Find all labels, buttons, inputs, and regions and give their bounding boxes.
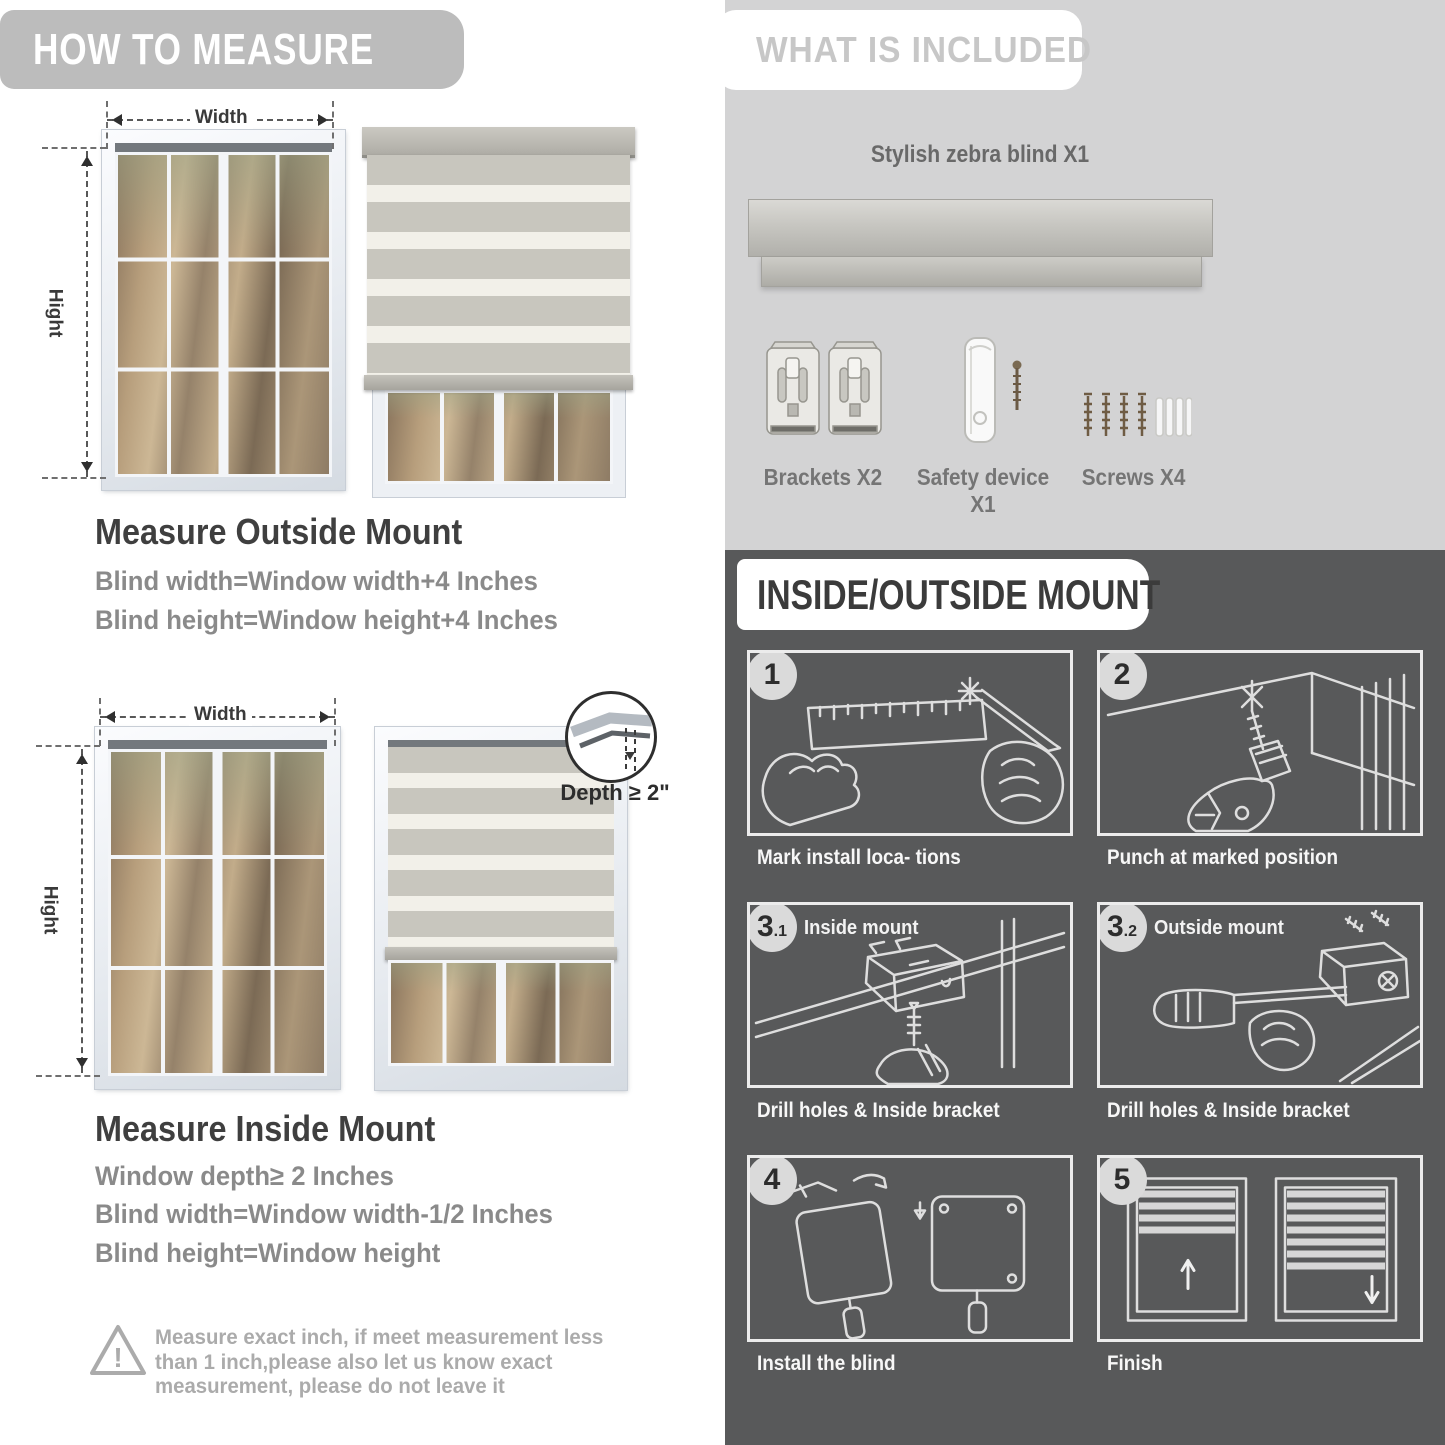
step-caption-5: Finish <box>1107 1352 1163 1375</box>
screws-icon <box>1080 388 1192 442</box>
depth-detail-magnifier <box>565 691 657 783</box>
window-grid <box>108 749 327 1076</box>
window-grid <box>115 152 332 477</box>
window-recess-bar <box>115 143 332 152</box>
height-extension-line-bottom <box>42 477 106 479</box>
brackets-label: Brackets X2 <box>763 464 882 490</box>
blind-window-grid <box>385 390 613 484</box>
step-number-badge: 3 .2 <box>1097 902 1147 952</box>
step-caption-1: Mark install loca- tions <box>757 846 961 869</box>
screws-label: Screws X4 <box>1082 464 1186 490</box>
what-is-included-title: WHAT IS INCLUDED <box>756 29 1093 70</box>
depth-label: Depth ≥ 2" <box>560 780 670 805</box>
what-is-included-header <box>716 10 1093 90</box>
brackets-icon <box>765 340 883 440</box>
warning-line: Measure exact inch, if meet measurement less <box>155 1326 604 1349</box>
blind-window-grid <box>388 960 614 1066</box>
how-to-measure-banner <box>0 10 464 89</box>
window-recess-bar <box>108 740 327 749</box>
outside-mount-formula-width: Blind width=Window width+4 Inches <box>95 566 538 596</box>
height-label: Hight <box>44 288 66 338</box>
step-caption-2: Punch at marked position <box>1107 846 1339 869</box>
blind-bottom-rail <box>385 947 617 960</box>
blind-item-label-wrap <box>748 141 1213 169</box>
height-label: Hight <box>39 885 61 935</box>
step-panel-4 <box>747 1155 1073 1342</box>
warning-triangle-icon <box>88 1322 148 1378</box>
step-number-badge: 1 <box>747 650 797 700</box>
headrail-image <box>748 199 1213 257</box>
height-arrow <box>81 749 83 1073</box>
height-arrow <box>86 151 88 477</box>
step-number-badge: 5 <box>1097 1155 1147 1205</box>
install-blind-illustration <box>750 1158 1070 1339</box>
safety-device-icon <box>955 336 1045 452</box>
blind-stripes <box>388 747 614 947</box>
warning-line: measurement, please do not leave it <box>155 1375 505 1398</box>
how-to-measure-title: HOW TO MEASURE <box>33 25 375 74</box>
blind-bottom-rail <box>364 375 633 390</box>
safety-device-label: Safety device X1 <box>916 464 1050 517</box>
width-label: Width <box>189 704 252 726</box>
exclamation-glyph: ! <box>113 1342 123 1373</box>
height-extension-line-top <box>42 147 106 149</box>
step-number-badge: 3 .1 <box>747 902 797 952</box>
height-extension-line-top <box>36 745 100 747</box>
outside-mount-title: Measure Outside Mount <box>95 511 463 552</box>
warning-line: than 1 inch,please also let us know exact <box>155 1350 553 1374</box>
step-number-badge: 2 <box>1097 650 1147 700</box>
step-number-badge: 4 <box>747 1155 797 1205</box>
step-caption-3-2: Drill holes & Inside bracket <box>1107 1099 1350 1122</box>
step-panel-5 <box>1097 1155 1423 1342</box>
screws-label-wrap <box>1054 464 1214 491</box>
step-caption-3-1: Drill holes & Inside bracket <box>757 1099 1000 1122</box>
blind-headrail <box>362 127 635 158</box>
outside-mount-formula-height: Blind height=Window height+4 Inches <box>95 605 558 635</box>
height-extension-line-bottom <box>36 1075 100 1077</box>
step-panel-3-1 <box>747 902 1073 1088</box>
drill-illustration <box>1100 653 1420 833</box>
mark-locations-illustration <box>750 653 1070 833</box>
finish-illustration <box>1100 1158 1420 1339</box>
warning-text <box>155 1326 603 1400</box>
blind-stripes <box>367 155 630 375</box>
inside-mount-formula-width: Blind width=Window width-1/2 Inches <box>95 1199 553 1229</box>
step-caption-4: Install the blind <box>757 1352 896 1375</box>
blind-item-label: Stylish zebra blind X1 <box>871 141 1090 168</box>
mount-header <box>737 559 1161 630</box>
outside-mount-step-label: Outside mount <box>1154 917 1284 939</box>
brackets-label-wrap <box>745 464 900 491</box>
mount-title: INSIDE/OUTSIDE MOUNT <box>757 571 1161 618</box>
width-label: Width <box>190 107 253 129</box>
blind-window-lower <box>373 390 625 497</box>
inside-mount-formula-height: Blind height=Window height <box>95 1238 441 1268</box>
inside-mount-title: Measure Inside Mount <box>95 1108 436 1149</box>
step-panel-2 <box>1097 650 1423 836</box>
step-panel-1 <box>747 650 1073 836</box>
inside-mount-step-label: Inside mount <box>804 917 919 939</box>
window-corner-detail-icon <box>568 694 654 780</box>
inside-mount-depth-rule: Window depth≥ 2 Inches <box>95 1161 394 1191</box>
safety-device-label-wrap <box>903 464 1063 518</box>
headrail-lip-image <box>761 257 1202 287</box>
step-panel-3-2 <box>1097 902 1423 1088</box>
